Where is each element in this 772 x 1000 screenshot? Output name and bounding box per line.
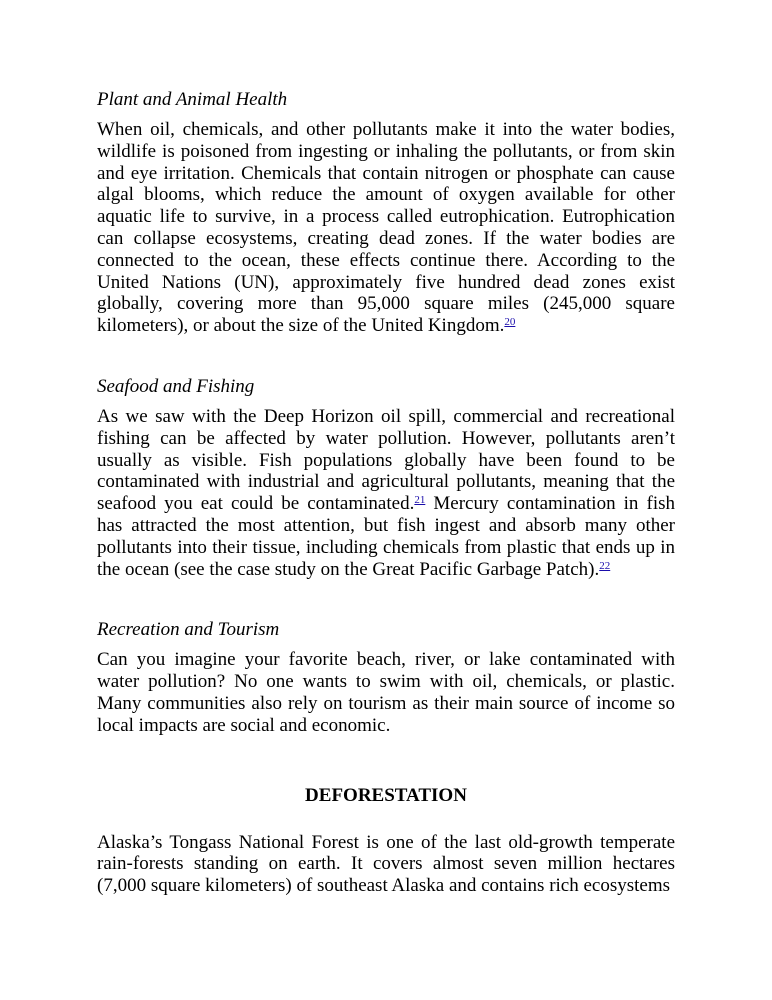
paragraph-text: Alaska’s Tongass National Forest is one of the last old-growth temperate rain-forests standing on earth. It covers almost seven million hectares (7,000 square kilometers) of southeast Alaska and contains rich ecosystems xyxy=(97,831,675,897)
paragraph-tongass-forest xyxy=(97,832,675,897)
paragraph-seafood-fishing xyxy=(97,406,675,580)
footnote-link-20[interactable]: 20 xyxy=(504,316,516,329)
paragraph-plant-animal-health xyxy=(97,119,675,337)
section-title-plant-animal-health: Plant and Animal Health xyxy=(97,89,288,110)
heading-deforestation: DEFORESTATION xyxy=(305,784,467,806)
footnote-ref-22 xyxy=(599,560,610,572)
paragraph-text-part1: As we saw with the Deep Horizon oil spill, commercial and recreational fishing can be affected by water pollution. However, pollutants aren’t usually as visible. Fish populations globally have been found to be contaminated with industrial and agricultural pollutants, meaning that the seafood you eat could be contaminated. xyxy=(97,405,675,515)
paragraph-text-part2: Mercury contamination in fish has attracted the most attention, but fish ingest and absorb many other pollutants into their tissue, including chemicals from plastic that ends up in the ocean (see the case study on the Great Pacific Garbage Patch). xyxy=(97,493,675,580)
section-title-recreation-tourism: Recreation and Tourism xyxy=(97,619,280,641)
section-title-seafood-fishing: Seafood and Fishing xyxy=(97,375,255,397)
paragraph-recreation-tourism xyxy=(97,649,675,736)
footnote-ref-20 xyxy=(504,316,515,328)
footnote-link-21[interactable]: 21 xyxy=(414,494,426,507)
footnote-link-22[interactable]: 22 xyxy=(599,559,611,572)
paragraph-text: When oil, chemicals, and other pollutants make it into the water bodies, wildlife is poisoned from ingesting or inhaling the pollutants, or from skin and eye irritation. Chemicals that contain nitrogen or phosphate can cause algal blooms, which reduce the amount of oxygen available for other aquatic life to survive, in a process called eutrophication. Eutrophication can collapse ecosystems, creating dead zones. If the water bodies are connected to the ocean, these effects continue there. According to the United Nations (UN), approximately five hundred dead zones exist globally, covering more than 95,000 square miles (245,000 square kilometers), or about the size of the United Kingdom. xyxy=(97,119,675,337)
paragraph-text: Can you imagine your favorite beach, river, or lake contaminated with water pollution? No one wants to swim with oil, chemicals, or plastic. Many communities also rely on tourism as their main source of income so local impacts are social and economic. xyxy=(97,649,675,736)
document-page xyxy=(97,88,675,897)
footnote-ref-21 xyxy=(414,494,425,506)
